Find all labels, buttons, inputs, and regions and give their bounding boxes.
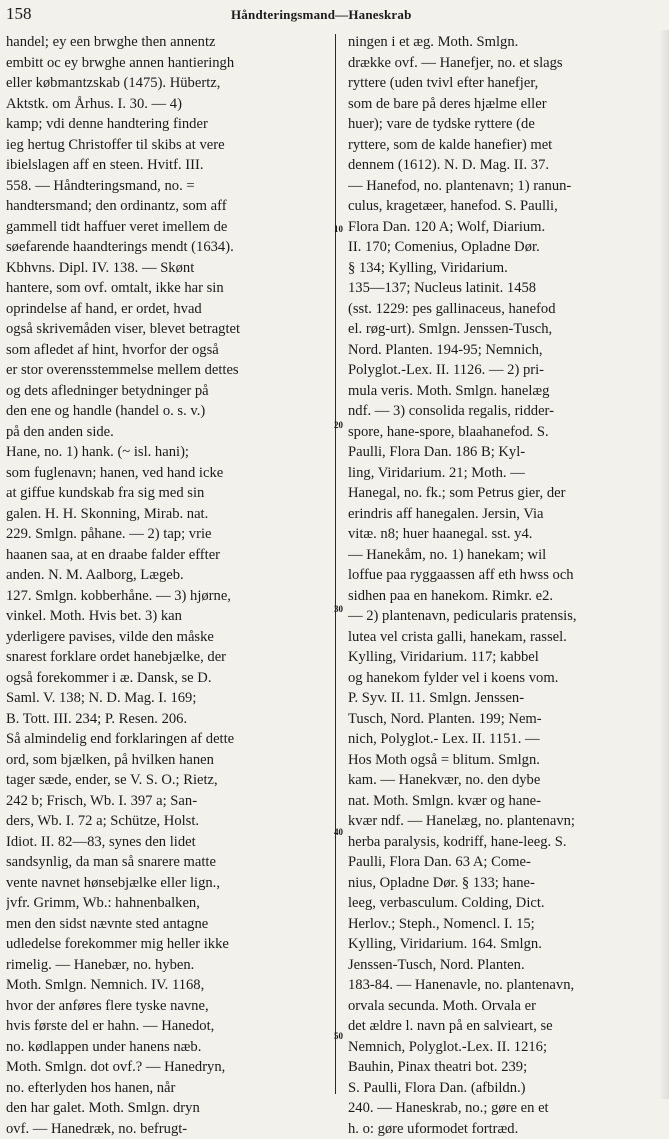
text-line: kvær ndf. — Hanelæg, no. plantenavn; [348, 811, 660, 832]
margin-line-number: 20 [334, 420, 350, 430]
text-line: Paulli, Flora Dan. 186 B; Kyl- [348, 442, 660, 463]
text-line: Jenssen-Tusch, Nord. Planten. [348, 955, 660, 976]
margin-line-number: 30 [334, 604, 350, 614]
page-number: 158 [6, 4, 32, 24]
text-line: sandsynlig, da man så snarere matte [6, 852, 322, 873]
text-line: 229. Smlgn. påhane. — 2) tap; vrie [6, 524, 322, 545]
text-line: galen. H. H. Skonning, Mirab. nat. [6, 504, 322, 525]
text-line: — Hanekåm, no. 1) hanekam; wil [348, 545, 660, 566]
text-line: P. Syv. II. 11. Smlgn. Jenssen- [348, 688, 660, 709]
text-line: Nord. Planten. 194-95; Nemnich, [348, 340, 660, 361]
text-line: og dets afledninger betydninger på [6, 381, 322, 402]
text-line: som fuglenavn; hanen, ved hand icke [6, 463, 322, 484]
text-line: den har galet. Moth. Smlgn. dryn [6, 1098, 322, 1119]
text-line: no. kødlappen under hanens næb. [6, 1037, 322, 1058]
text-line: spore, hane-spore, blaahanefod. S. [348, 422, 660, 443]
text-line: Hanegal, no. fk.; som Petrus gier, der [348, 483, 660, 504]
text-line: oprindelse af hand, er ordet, hvad [6, 299, 322, 320]
text-line: men den sidst nævnte sted antagne [6, 914, 322, 935]
text-line: h. o: gøre uformodet fortræd. [348, 1119, 660, 1139]
text-line: loffue paa ryggaassen aff eth hwss och [348, 565, 660, 586]
text-line: huer); vare de tydske ryttere (de [348, 114, 660, 135]
text-line: også skrivemåden viser, blevet betragtet [6, 319, 322, 340]
text-line: nat. Moth. Smlgn. kvær og hane- [348, 791, 660, 812]
text-line: ryttere, som de kalde hanefier) met [348, 135, 660, 156]
text-line: nius, Opladne Dør. § 133; hane- [348, 873, 660, 894]
text-line: § 134; Kylling, Viridarium. [348, 258, 660, 279]
text-line: Bauhin, Pinax theatri bot. 239; [348, 1057, 660, 1078]
text-line: II. 170; Comenius, Opladne Dør. [348, 237, 660, 258]
text-line: gammell tidt haffuer veret imellem de [6, 217, 322, 238]
text-line: også forekommer i æ. Dansk, se D. [6, 668, 322, 689]
text-line: ieg hertug Christoffer til skibs at vere [6, 135, 322, 156]
right-column [348, 32, 660, 1139]
text-line: handtersmand; den ordinantz, som aff [6, 196, 322, 217]
text-line: drække ovf. — Hanefjer, no. et slags [348, 53, 660, 74]
text-line: er stor overensstemmelse mellem dettes [6, 360, 322, 381]
text-line: den ene og handle (handel o. s. v.) [6, 401, 322, 422]
text-line: kamp; vdi denne handtering finder [6, 114, 322, 135]
text-line: hantere, som ovf. omtalt, ikke har sin [6, 278, 322, 299]
text-line: 242 b; Frisch, Wb. I. 397 a; San- [6, 791, 322, 812]
left-column [6, 32, 322, 1139]
text-line: at giffue kundskab fra sig med sin [6, 483, 322, 504]
page-edge-shadow [659, 30, 669, 1099]
text-line: og hanekom fylder vel i koens vom. [348, 668, 660, 689]
text-line: rimelig. — Hanebær, no. hyben. [6, 955, 322, 976]
text-line: yderligere pavises, vilde den måske [6, 627, 322, 648]
text-line: Kylling, Viridarium. 164. Smlgn. [348, 934, 660, 955]
running-head: Håndteringsmand—Haneskrab [231, 7, 412, 23]
text-line: nich, Polyglot.- Lex. II. 1151. — [348, 729, 660, 750]
text-line: Idiot. II. 82—83, synes den lidet [6, 832, 322, 853]
text-line: 127. Smlgn. kobberhåne. — 3) hjørne, [6, 586, 322, 607]
margin-line-number: 40 [334, 827, 350, 837]
text-line: haanen saa, at en draabe falder effter [6, 545, 322, 566]
text-line: el. røg-urt). Smlgn. Jenssen-Tusch, [348, 319, 660, 340]
text-line: tager sæde, ender, se V. S. O.; Rietz, [6, 770, 322, 791]
text-line: culus, kragetæer, hanefod. S. Paulli, [348, 196, 660, 217]
text-line: ibielslagen aff en steen. Hvitf. III. [6, 155, 322, 176]
text-line: det ældre l. navn på en salvieart, se [348, 1016, 660, 1037]
text-line: no. efterlyden hos hanen, når [6, 1078, 322, 1099]
column-rule [335, 34, 336, 1094]
text-line: herba paralysis, kodriff, hane-leeg. S. [348, 832, 660, 853]
text-line: 135—137; Nucleus latinit. 1458 [348, 278, 660, 299]
text-line: 240. — Haneskrab, no.; gøre en et [348, 1098, 660, 1119]
text-line: sidhen paa en hanekom. Rimkr. e2. [348, 586, 660, 607]
text-line: hvis første del er hahn. — Hanedot, [6, 1016, 322, 1037]
text-line: Nemnich, Polyglot.-Lex. II. 1216; [348, 1037, 660, 1058]
text-line: ling, Viridarium. 21; Moth. — [348, 463, 660, 484]
text-line: Herlov.; Steph., Nomencl. I. 15; [348, 914, 660, 935]
text-line: ders, Wb. I. 72 a; Schütze, Holst. [6, 811, 322, 832]
text-line: handel; ey een brwghe then annentz [6, 32, 322, 53]
text-line: udledelse forekommer mig heller ikke [6, 934, 322, 955]
text-line: Polyglot.-Lex. II. 1126. — 2) pri- [348, 360, 660, 381]
text-line: leeg, verbasculum. Colding, Dict. [348, 893, 660, 914]
text-line: Kylling, Viridarium. 117; kabbel [348, 647, 660, 668]
text-line: Så almindelig end forklaringen af dette [6, 729, 322, 750]
text-line: vitæ. n8; huer haanegal. sst. y4. [348, 524, 660, 545]
text-line: erindris aff hanegalen. Jersin, Via [348, 504, 660, 525]
text-line: søefarende haandterings mendt (1634). [6, 237, 322, 258]
text-line: (sst. 1229: pes gallinaceus, hanefod [348, 299, 660, 320]
text-line: Paulli, Flora Dan. 63 A; Come- [348, 852, 660, 873]
text-line: vinkel. Moth. Hvis bet. 3) kan [6, 606, 322, 627]
text-line: lutea vel crista galli, hanekam, rassel. [348, 627, 660, 648]
text-line: ord, som bjælken, på hvilken hanen [6, 750, 322, 771]
page-header [6, 4, 656, 28]
text-line: — 2) plantenavn, pedicularis pratensis, [348, 606, 660, 627]
text-line: snarest forklare ordet hanebjælke, der [6, 647, 322, 668]
text-line: — Hanefod, no. plantenavn; 1) ranun- [348, 176, 660, 197]
text-line: Tusch, Nord. Planten. 199; Nem- [348, 709, 660, 730]
margin-line-number: 10 [334, 224, 350, 234]
text-line: dennem (1612). N. D. Mag. II. 37. [348, 155, 660, 176]
text-line: jvfr. Grimm, Wb.: hahnenbalken, [6, 893, 322, 914]
text-line: vente navnet hønsebjælke eller lign., [6, 873, 322, 894]
text-line: som afledet af hint, hvorfor der også [6, 340, 322, 361]
text-line: Saml. V. 138; N. D. Mag. I. 169; [6, 688, 322, 709]
text-line: 183-84. — Hanenavle, no. plantenavn, [348, 975, 660, 996]
text-line: Kbhvns. Dipl. IV. 138. — Skønt [6, 258, 322, 279]
text-line: Moth. Smlgn. dot ovf.? — Hanedryn, [6, 1057, 322, 1078]
text-line: kam. — Hanekvær, no. den dybe [348, 770, 660, 791]
text-line: Aktstk. om Århus. I. 30. — 4) [6, 94, 322, 115]
margin-line-number: 50 [334, 1031, 350, 1041]
text-line: Flora Dan. 120 A; Wolf, Diarium. [348, 217, 660, 238]
text-line: eller købmantzskab (1475). Hübertz, [6, 73, 322, 94]
text-line: hvor der anføres flere tyske navne, [6, 996, 322, 1017]
text-line: ningen i et æg. Moth. Smlgn. [348, 32, 660, 53]
text-line: mula veris. Moth. Smlgn. hanelæg [348, 381, 660, 402]
text-line: ndf. — 3) consolida regalis, ridder- [348, 401, 660, 422]
text-line: orvala secunda. Moth. Orvala er [348, 996, 660, 1017]
text-line: S. Paulli, Flora Dan. (afbildn.) [348, 1078, 660, 1099]
text-line: på den anden side. [6, 422, 322, 443]
text-line: B. Tott. III. 234; P. Resen. 206. [6, 709, 322, 730]
text-line: embitt oc ey brwghe annen hantieringh [6, 53, 322, 74]
text-line: ryttere (uden tvivl efter hanefjer, [348, 73, 660, 94]
text-line: som de bare på deres hjælme eller [348, 94, 660, 115]
text-line: ovf. — Hanedræk, no. befrugt- [6, 1119, 322, 1139]
text-line: anden. N. M. Aalborg, Lægeb. [6, 565, 322, 586]
text-line: 558. — Håndteringsmand, no. = [6, 176, 322, 197]
text-line: Moth. Smlgn. Nemnich. IV. 1168, [6, 975, 322, 996]
text-line: Hos Moth også = blitum. Smlgn. [348, 750, 660, 771]
text-line: Hane, no. 1) hank. (~ isl. hani); [6, 442, 322, 463]
